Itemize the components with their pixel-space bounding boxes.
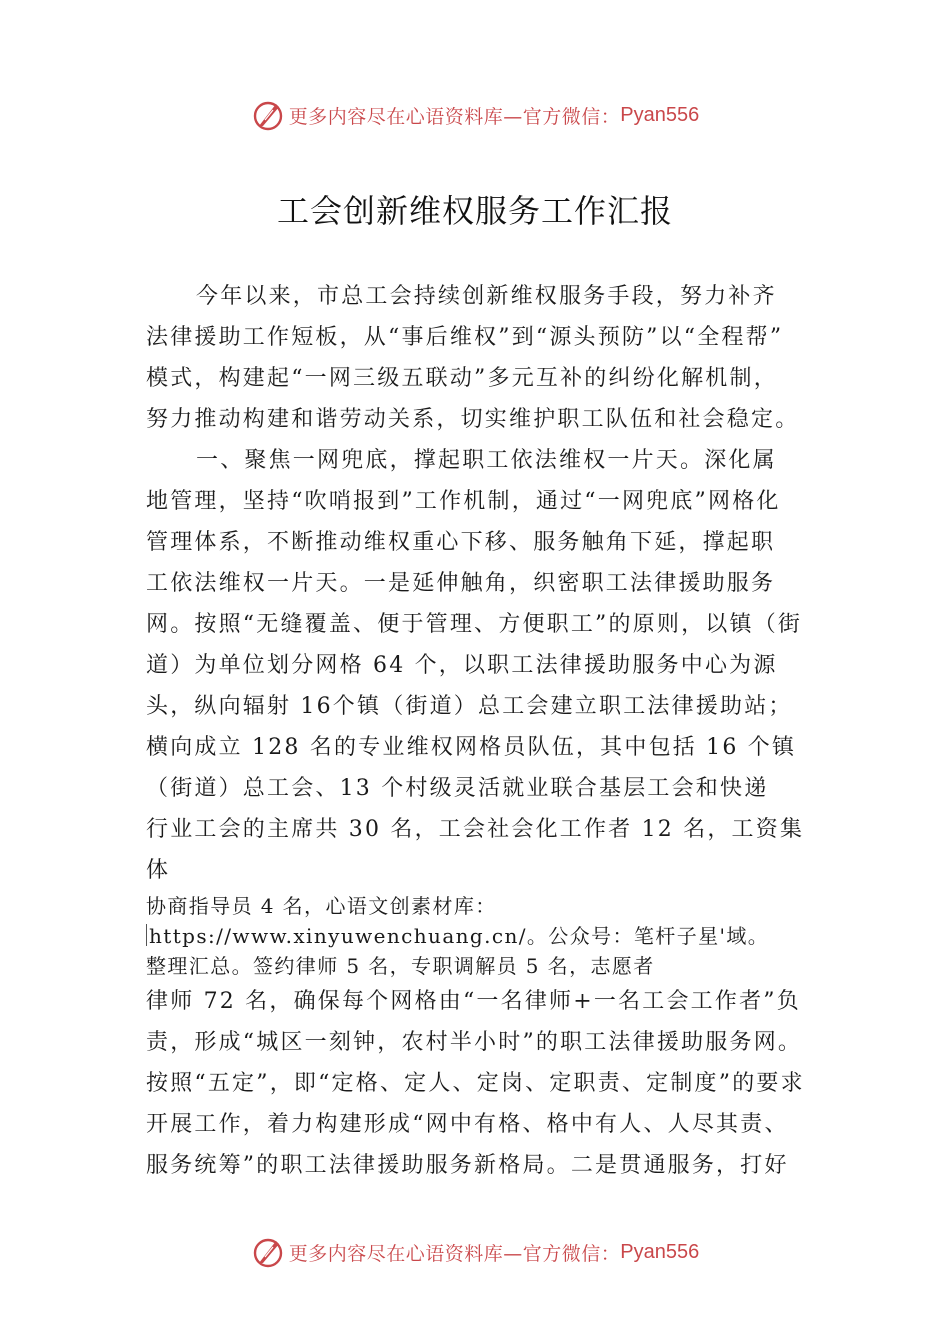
url-line (146, 921, 806, 951)
body-line: 横向成立 128 名的专业维权网格员队伍，其中包括 16 个镇 (146, 735, 797, 760)
body-line: 管理体系，不断推动维权重心下移、服务触角下延，撑起职 (146, 530, 776, 555)
banner-text: 更多内容尽在心语资料库—官方微信： (288, 1242, 621, 1265)
header-banner (0, 95, 950, 135)
text-cursor (146, 924, 147, 946)
body-line: 服务统筹”的职工法律援助服务新格局。二是贯通服务，打好 (146, 1153, 789, 1178)
quill-circle-icon (251, 98, 285, 132)
body-line: 整理汇总。签约律师 5 名，专职调解员 5 名，志愿者 (146, 954, 655, 978)
banner-text: 更多内容尽在心语资料库—官方微信： (288, 105, 621, 128)
quill-circle-icon (251, 1235, 285, 1269)
body-line: 开展工作，着力构建形成“网中有格、格中有人、人尽其责、 (146, 1112, 789, 1137)
body-line: 网。按照“无缝覆盖、便于管理、方便职工”的原则，以镇（街 (146, 612, 803, 637)
body-line: 责，形成“城区一刻钟，农村半小时”的职工法律援助服务网。 (146, 1030, 803, 1055)
body-line: 工依法维权一片天。一是延伸触角，织密职工法律援助服务 (146, 571, 776, 596)
body-line: 行业工会的主席共 30 名，工会社会化工作者 12 名，工资集 (146, 817, 805, 842)
body-line: 按照“五定”，即“定格、定人、定岗、定职责、定制度”的要求 (146, 1071, 805, 1096)
body-line: 今年以来，市总工会持续创新维权服务手段，努力补齐 (196, 284, 777, 309)
body-line: 体 (146, 858, 171, 883)
body-line: 地管理，坚持“吹哨报到”工作机制，通过“一网兜底”网格化 (146, 489, 781, 514)
body-line: 道）为单位划分网格 64 个，以职工法律援助服务中心为源 (146, 653, 778, 678)
body-line: 模式，构建起“一网三级五联动”多元互补的纠纷化解机制， (146, 366, 778, 391)
body-line: （街道）总工会、13 个村级灵活就业联合基层工会和快递 (146, 776, 769, 801)
banner-wechat-id: Pyan556 (620, 1240, 700, 1263)
body-line: 一、聚焦一网兜底，撑起职工依法维权一片天。深化属 (196, 448, 777, 473)
body-line: 协商指导员 4 名，心语文创素材库： (146, 894, 497, 918)
document-body (146, 276, 806, 1186)
body-line: 努力推动构建和谐劳动关系，切实维护职工队伍和社会稳定。 (146, 407, 800, 432)
page-title: 工会创新维权服务工作汇报 (276, 192, 673, 230)
banner-wechat-id: Pyan556 (620, 103, 700, 126)
footer-banner (0, 1232, 950, 1272)
body-line: 法律援助工作短板，从“事后维权”到“源头预防”以“全程帮” (146, 325, 784, 350)
url-text: https://www.xinyuwenchuang.cn/。公众号：笔杆子星'域。 (149, 924, 770, 948)
body-line: 律师 72 名，确保每个网格由“一名律师+一名工会工作者”负 (146, 989, 801, 1014)
body-line: 头，纵向辐射 16个镇（街道）总工会建立职工法律援助站； (146, 694, 793, 719)
